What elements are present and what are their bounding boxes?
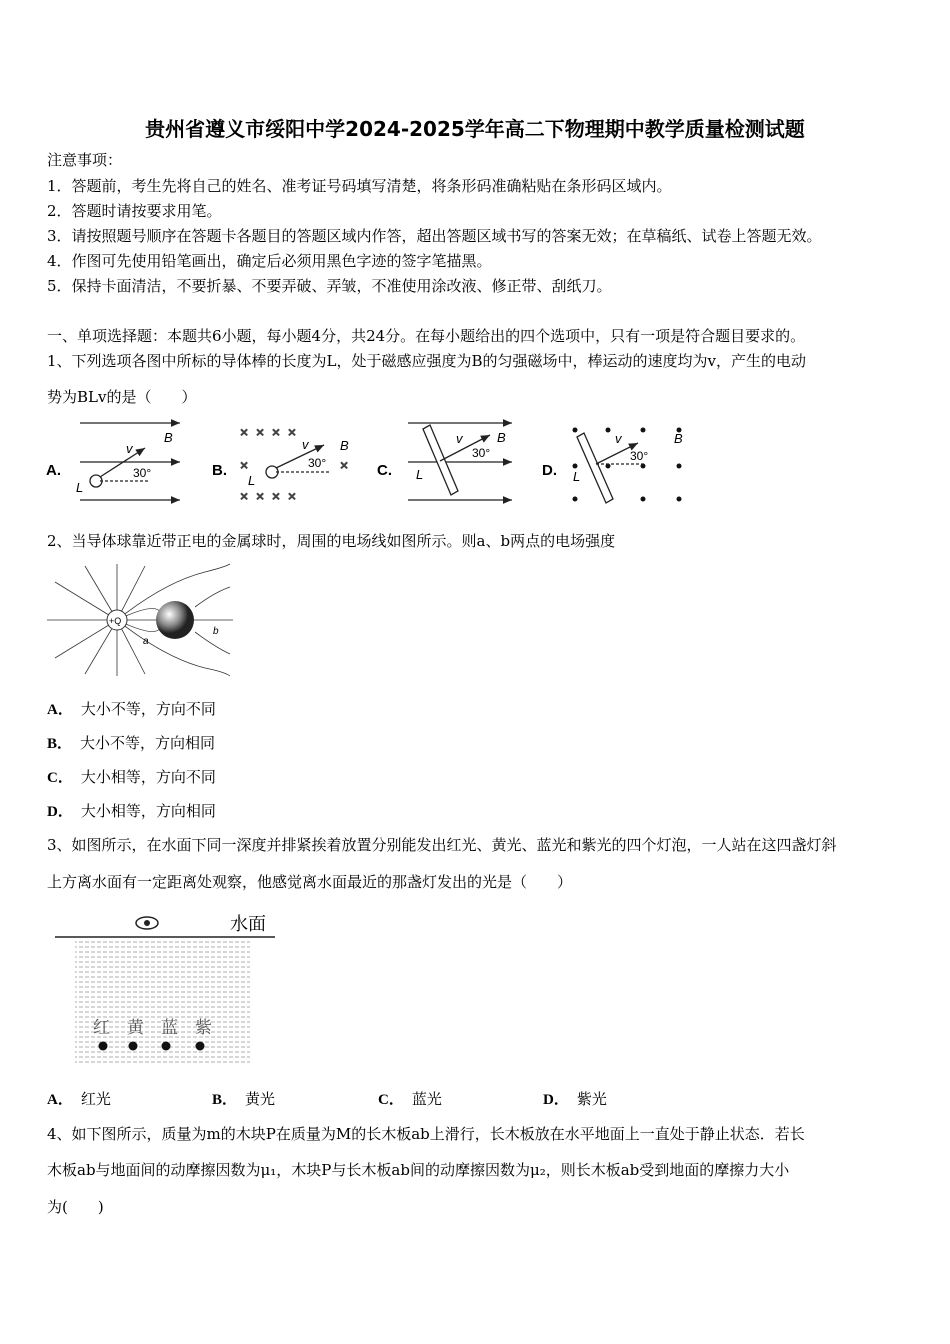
option-b-label: B. — [212, 462, 227, 479]
q3-option-a: A． 红光 — [47, 1090, 111, 1108]
svg-text:L: L — [248, 473, 256, 488]
page-title: 贵州省遵义市绥阳中学2024-2025学年高二下物理期中教学质量检测试题 — [145, 117, 805, 141]
svg-text:B: B — [340, 438, 349, 453]
note-item: 2．答题时请按要求用笔。 — [47, 202, 222, 220]
water-surface-label: 水面 — [230, 914, 266, 934]
svg-text:v: v — [456, 431, 463, 446]
section-heading: 一、单项选择题：本题共6小题，每小题4分，共24分。在每小题给出的四个选项中，只有一项是符合题目要求的。 — [47, 327, 806, 345]
note-item: 3．请按照题号顺序在答题卡各题目的答题区域内作答，超出答题区域书写的答案无效；在草稿纸、试卷上答题无效。 — [47, 227, 822, 245]
option-a-label: A. — [46, 462, 61, 479]
svg-text:红: 红 — [93, 1018, 110, 1037]
svg-text:30°: 30° — [133, 466, 152, 480]
svg-text:L: L — [416, 467, 424, 482]
question-3-text: 3、如图所示，在水面下同一深度并排紧挨着放置分别能发出红光、黄光、蓝光和紫光的四个灯泡，一人站在这四盏灯斜 — [47, 836, 837, 854]
svg-text:× × × ×: × × × × — [240, 424, 297, 440]
note-item: 1．答题前，考生先将自己的姓名、准考证号码填写清楚，将条形码准确粘贴在条形码区域内。 — [47, 177, 672, 195]
svg-text:L: L — [76, 480, 84, 495]
svg-text:a: a — [143, 636, 149, 647]
q2-option-c: C． 大小相等，方向不同 — [47, 768, 216, 786]
svg-text:v: v — [126, 441, 133, 456]
q2-option-a: A． 大小不等，方向不同 — [47, 700, 216, 718]
water-lamps-figure — [55, 905, 280, 1070]
svg-text:L: L — [573, 469, 581, 484]
q2-option-d: D． 大小相等，方向相同 — [47, 802, 216, 820]
svg-text:黄: 黄 — [127, 1018, 144, 1037]
option-c-label: C. — [377, 462, 392, 479]
question-1-text: 势为BLv的是（ ） — [47, 388, 197, 406]
svg-text:b: b — [213, 626, 219, 637]
q2-option-b: B． 大小不等，方向相同 — [47, 734, 216, 752]
question-4-text: 4、如下图所示，质量为m的木块P在质量为M的长木板ab上滑行，长木板放在水平地面上一直处于静止状态．若长 — [47, 1125, 805, 1143]
svg-text:B: B — [674, 431, 683, 446]
question-4-text: 木板ab与地面间的动摩擦因数为μ₁，木块P与长木板ab间的动摩擦因数为μ₂，则长木板ab受到地面的摩擦力大小 — [47, 1161, 790, 1179]
charge-label: +Q — [109, 616, 122, 626]
q3-option-d: D． 紫光 — [543, 1090, 607, 1108]
note-item: 5．保持卡面清洁，不要折暴、不要弄破、弄皱，不准使用涂改液、修正带、刮纸刀。 — [47, 277, 612, 295]
svg-text:v: v — [302, 437, 309, 452]
svg-text:B: B — [164, 430, 173, 445]
notes-heading: 注意事项： — [47, 151, 123, 169]
eye-icon — [136, 917, 158, 929]
svg-text:v: v — [615, 431, 622, 446]
svg-text:B: B — [497, 430, 506, 445]
svg-text:紫: 紫 — [195, 1018, 212, 1037]
svg-text:×: × — [240, 457, 249, 473]
question-4-text: 为( ) — [47, 1198, 104, 1216]
svg-text:30°: 30° — [630, 449, 649, 463]
svg-text:蓝: 蓝 — [161, 1018, 178, 1037]
svg-text:×: × — [340, 457, 349, 473]
q3-option-b: B． 黄光 — [212, 1090, 276, 1108]
svg-text:30°: 30° — [472, 446, 491, 460]
question-2-text: 2、当导体球靠近带正电的金属球时，周围的电场线如图所示。则a、b两点的电场强度 — [47, 532, 616, 550]
q3-option-c: C． 蓝光 — [378, 1090, 442, 1108]
svg-text:× × × ×: × × × × — [240, 488, 297, 504]
option-d-label: D. — [542, 462, 557, 479]
question-3-text: 上方离水面有一定距离处观察，他感觉离水面最近的那盏灯发出的光是（ ） — [47, 873, 573, 891]
svg-text:30°: 30° — [308, 456, 327, 470]
question-1-text: 1、下列选项各图中所标的导体棒的长度为L，处于磁感应强度为B的匀强磁场中，棒运动的速度均为v，产生的电动 — [47, 352, 807, 370]
electric-field-figure — [45, 562, 235, 677]
note-item: 4．作图可先使用铅笔画出，确定后必须用黑色字迹的签字笔描黑。 — [47, 252, 492, 270]
question-1-figures — [40, 415, 920, 510]
